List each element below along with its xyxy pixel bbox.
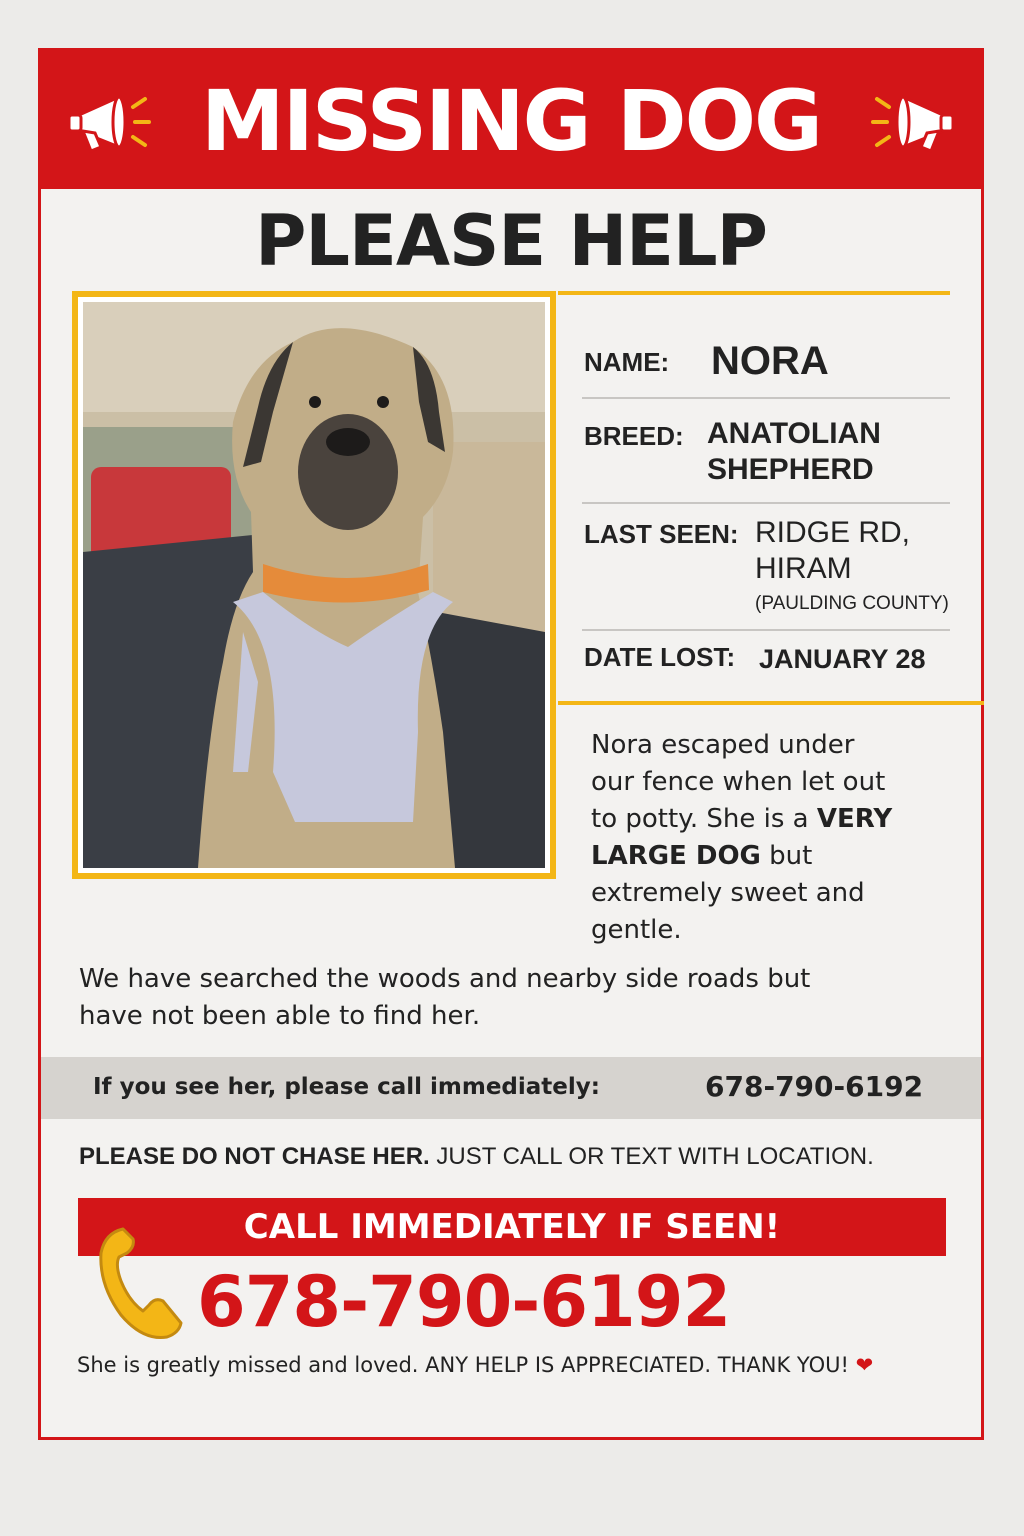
info-bottom-rule — [558, 701, 984, 705]
story-line: extremely sweet and — [591, 878, 865, 908]
story-line: gentle. — [591, 915, 682, 945]
last-seen-value-line1: RIDGE RD, — [755, 516, 911, 549]
heart-icon: ❤ — [855, 1353, 874, 1377]
story-emphasis: VERY — [816, 804, 893, 834]
poster-subtitle: PLEASE HELP — [255, 200, 767, 282]
cta-label: CALL IMMEDIATELY IF SEEN! — [243, 1207, 781, 1247]
chase-warning — [79, 1141, 874, 1173]
story-line — [591, 838, 961, 875]
title-banner — [41, 51, 981, 189]
missing-dog-poster — [38, 48, 984, 1440]
story-text: to potty. She is a — [591, 804, 817, 834]
breed-value-line2: SHEPHERD — [707, 453, 874, 486]
name-value: NORA — [711, 339, 829, 383]
breed-label: BREED: — [584, 421, 684, 451]
megaphone-icon — [865, 85, 961, 163]
story-line: our fence when let out — [591, 767, 886, 797]
search-note-line: have not been able to find her. — [79, 1001, 481, 1031]
closing-text: She is greatly missed and loved. ANY HELP IS APPRECIATED. THANK YOU! — [77, 1353, 849, 1377]
name-label: NAME: — [584, 347, 670, 377]
info-divider — [582, 502, 950, 504]
chase-warning-bold: PLEASE DO NOT CHASE HER. — [79, 1143, 430, 1170]
phone-icon — [93, 1223, 185, 1343]
search-note-line: We have searched the woods and nearby side roads but — [79, 964, 811, 994]
dog-photo — [72, 291, 556, 879]
story-line — [591, 801, 961, 838]
story-paragraph — [591, 727, 961, 949]
last-seen-county: (PAULDING COUNTY) — [755, 593, 949, 614]
story-text: but — [760, 841, 813, 871]
date-lost-value: JANUARY 28 — [759, 644, 926, 674]
breed-value-line1: ANATOLIAN — [707, 417, 881, 450]
info-top-rule — [558, 291, 950, 295]
search-note — [79, 961, 959, 1035]
info-divider — [582, 397, 950, 399]
last-seen-value-line2: HIRAM — [755, 552, 852, 585]
last-seen-label: LAST SEEN: — [584, 519, 739, 549]
chase-warning-text: JUST CALL OR TEXT WITH LOCATION. — [429, 1143, 874, 1170]
call-band-phone: 678-790-6192 — [705, 1070, 924, 1103]
info-divider — [582, 629, 950, 631]
closing-note — [77, 1349, 957, 1381]
call-band-text: If you see her, please call immediately: — [93, 1074, 600, 1100]
story-emphasis: LARGE DOG — [591, 841, 761, 871]
poster-title: MISSING DOG — [201, 72, 821, 170]
story-line: Nora escaped under — [591, 730, 855, 760]
date-lost-label: DATE LOST: — [584, 642, 736, 672]
cta-phone-number: 678-790-6192 — [197, 1261, 731, 1343]
